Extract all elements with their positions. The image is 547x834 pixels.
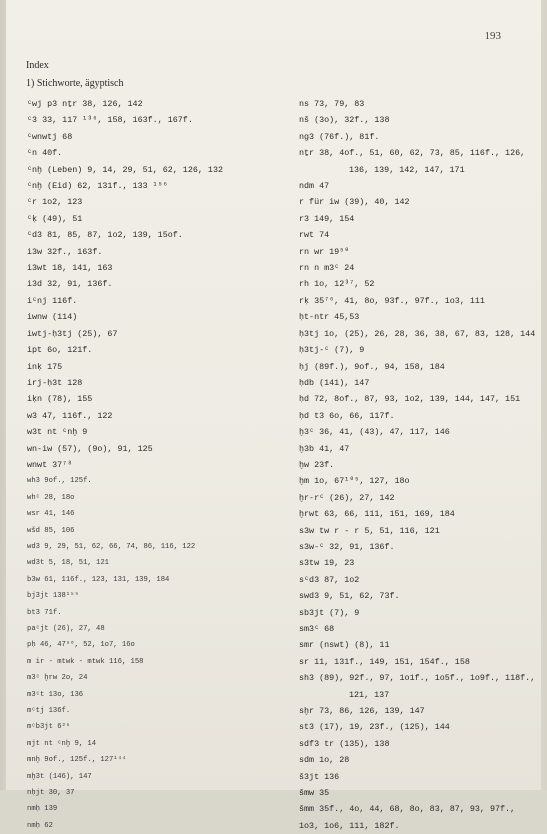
index-entry: sr 11, 131f., 149, 151, 154f., 158	[299, 656, 470, 667]
index-entry: ns 73, 79, 83	[299, 99, 365, 109]
index-entry: smr (nswt) (8), 11	[299, 640, 390, 651]
index-column-left	[27, 96, 287, 834]
index-entry: paᶜjt (26), 27, 48	[27, 625, 105, 633]
index-entry: wn-iw (57), (9o), 91, 125	[27, 443, 153, 454]
index-entry: whᶜ 28, 18o	[27, 493, 75, 502]
index-entry: m3ᶜt 13o, 136	[27, 690, 84, 699]
index-entry: m3ᶜ ḫrw 2o, 24	[27, 674, 88, 683]
page-number: 193	[484, 30, 501, 42]
index-entry: st3 (17), 19, 23f., (125), 144	[299, 722, 450, 733]
index-entry: sḫr 73, 86, 126, 139, 147	[299, 706, 425, 717]
index-entry: s3w tw r - r 5, 51, 116, 121	[299, 525, 440, 536]
index-entry: s3w-ᶜ 32, 91, 136f.	[299, 541, 395, 552]
index-entry: ipt 6o, 121f.	[27, 345, 93, 356]
index-entry: ᶜd3 81, 85, 87, 1o2, 139, 15of.	[27, 230, 183, 241]
index-entry: nḥjt 30, 37	[27, 789, 75, 798]
index-entry: iwtj-ḥ3tj (25), 67	[27, 328, 118, 339]
index-entry: ndm 47	[299, 181, 330, 192]
index-entry: ᶜḳ (49), 51	[27, 213, 83, 224]
index-entry: w3 47, 116f., 122	[27, 410, 113, 421]
index-entry: ᶜwnwtj 68	[27, 131, 73, 142]
index-entry: wh3 9of., 125f.	[27, 477, 92, 486]
index-entry: rn n m3ᶜ 24	[299, 263, 355, 274]
index-entry: ᶜn 40f.	[27, 148, 63, 159]
index-entry: nmḥ 62	[27, 821, 53, 830]
index-entry: mnḫ 9of., 125f., 127¹⁴⁴	[27, 756, 127, 765]
index-entry: iᶜnj 116f.	[27, 295, 78, 306]
index-entry: inḳ 175	[27, 361, 63, 372]
index-entry: ḥd t3 6o, 66, 117f.	[299, 410, 395, 421]
index-entry: iḳn (78), 155	[27, 394, 93, 405]
index-entry: nš (3o), 32f., 138	[299, 115, 390, 126]
index-entry: s3tw 19, 23	[299, 558, 355, 569]
index-entry: 121, 137	[349, 689, 390, 700]
index-entry: ḫm 1o, 67¹⁰⁵, 127, 18o	[299, 476, 410, 487]
index-entry: sdf3 tr (135), 138	[299, 738, 390, 749]
index-entry: nmḥ 139	[27, 805, 58, 814]
index-entry: sm3ᶜ 68	[299, 624, 335, 634]
index-entry: w3t nt ᶜnḫ 9	[27, 427, 88, 438]
index-entry: b3w 61, 116f., 123, 131, 139, 184	[27, 575, 170, 584]
index-entry: i3w 32f., 163f.	[27, 246, 103, 257]
index-entry: mḫ3t (146), 147	[27, 772, 92, 781]
index-entry: irj-ḥ3t 128	[27, 377, 83, 388]
index-entry: mᶜtj 136f.	[27, 707, 71, 716]
index-entry: ḫ3b 41, 47	[299, 443, 350, 454]
index-entry: ḥ3tj 1o, (25), 26, 28, 36, 38, 67, 83, 128, 144	[299, 328, 536, 339]
index-entry: ḥdb (141), 147	[299, 377, 370, 388]
index-entry: iwnw (114)	[27, 312, 78, 323]
index-entry: rḳ 35⁷⁶, 41, 8o, 93f., 97f., 1o3, 111	[299, 295, 485, 306]
index-entry: ḥ3tj-ᶜ (7), 9	[299, 345, 365, 356]
index-entry: rh 1o, 12³⁷, 52	[299, 279, 375, 290]
index-entry: ḫ3ᶜ 36, 41, (43), 47, 117, 146	[299, 427, 450, 438]
index-entry: š3jt 136	[299, 771, 340, 782]
index-entry: ḥj (89f.), 9of., 94, 158, 184	[299, 361, 445, 372]
index-entry: r3 149, 154	[299, 213, 355, 224]
index-entry: sb3jt (7), 9	[299, 607, 360, 618]
index-entry: pḥ 46, 47⁹⁰, 52, 1o7, 16o	[27, 641, 135, 650]
index-entry: šmw 35	[299, 788, 330, 799]
index-entry: wd3 9, 29, 51, 62, 66, 74, 86, 116, 122	[27, 542, 196, 551]
index-entry: 1o3, 1o6, 111, 182f.	[299, 820, 400, 831]
index-entry: sh3 (89), 92f., 97, 1o1f., 1o5f., 1o9f., 118f.,	[299, 673, 536, 684]
index-entry: swd3 9, 51, 62, 73f.	[299, 591, 400, 602]
index-entry: wsr 41, 146	[27, 510, 75, 519]
index-entry: r für iw (39), 40, 142	[299, 197, 410, 208]
index-entry: ᶜnḫ (Leben) 9, 14, 29, 51, 62, 126, 132	[27, 164, 224, 175]
index-entry: ḫw 23f.	[299, 459, 335, 470]
index-entry: ᶜnḫ (Eid) 62, 131f., 133 ¹⁵⁶	[27, 181, 168, 192]
index-entry: sdm 1o, 28	[299, 755, 350, 766]
index-entry: i3d 32, 91, 136f.	[27, 279, 113, 290]
index-entry: rn wr 19⁵⁰	[299, 246, 350, 257]
index-entry: i3wt 18, 141, 163	[27, 263, 113, 274]
index-entry: 136, 139, 142, 147, 171	[349, 164, 465, 175]
index-subtitle: 1) Stichworte, ägyptisch	[26, 78, 124, 89]
index-entry: m ir - mtwk - mtwk 116, 158	[27, 657, 144, 666]
index-entry: wšd 85, 106	[27, 526, 75, 535]
index-entry: ᶜr 1o2, 123	[27, 197, 83, 208]
index-entry: wd3t 5, 18, 51, 121	[27, 559, 109, 568]
index-entry: ḥd 72, 8of., 87, 93, 1o2, 139, 144, 147, 151	[299, 394, 521, 405]
index-entry: ḫr-rᶜ (26), 27, 142	[299, 492, 395, 503]
index-title: Index	[26, 60, 49, 71]
index-entry: bt3 71f.	[27, 608, 62, 617]
index-entry: ḫrwt 63, 66, 111, 151, 169, 184	[299, 509, 455, 520]
book-page	[6, 0, 541, 831]
index-entry: ᶜ3 33, 117 ¹³⁶, 158, 163f., 167f.	[27, 115, 193, 126]
index-entry: wnwt 37⁷⁸	[27, 459, 73, 470]
index-entry: ng3 (76f.), 81f.	[299, 131, 380, 142]
index-entry: bj3jt 138¹⁵⁹	[27, 592, 79, 601]
index-entry: nṯr 38, 4of., 51, 60, 62, 73, 85, 116f., 126,	[299, 148, 526, 159]
index-entry: sᶜd3 87, 1o2	[299, 574, 360, 585]
index-entry: mᶜb3jt 6²⁵	[27, 723, 71, 732]
index-entry: mjt nt ᶜnḫ 9, 14	[27, 739, 97, 748]
index-entry: šmm 35f., 4o, 44, 68, 8o, 83, 87, 93, 97f.,	[299, 804, 516, 815]
index-entry: rwt 74	[299, 230, 330, 241]
index-entry: ᶜwj p3 nṯr 38, 126, 142	[27, 99, 143, 109]
index-entry: ḥt-ntr 45,53	[299, 312, 360, 323]
index-column-right	[299, 96, 539, 834]
